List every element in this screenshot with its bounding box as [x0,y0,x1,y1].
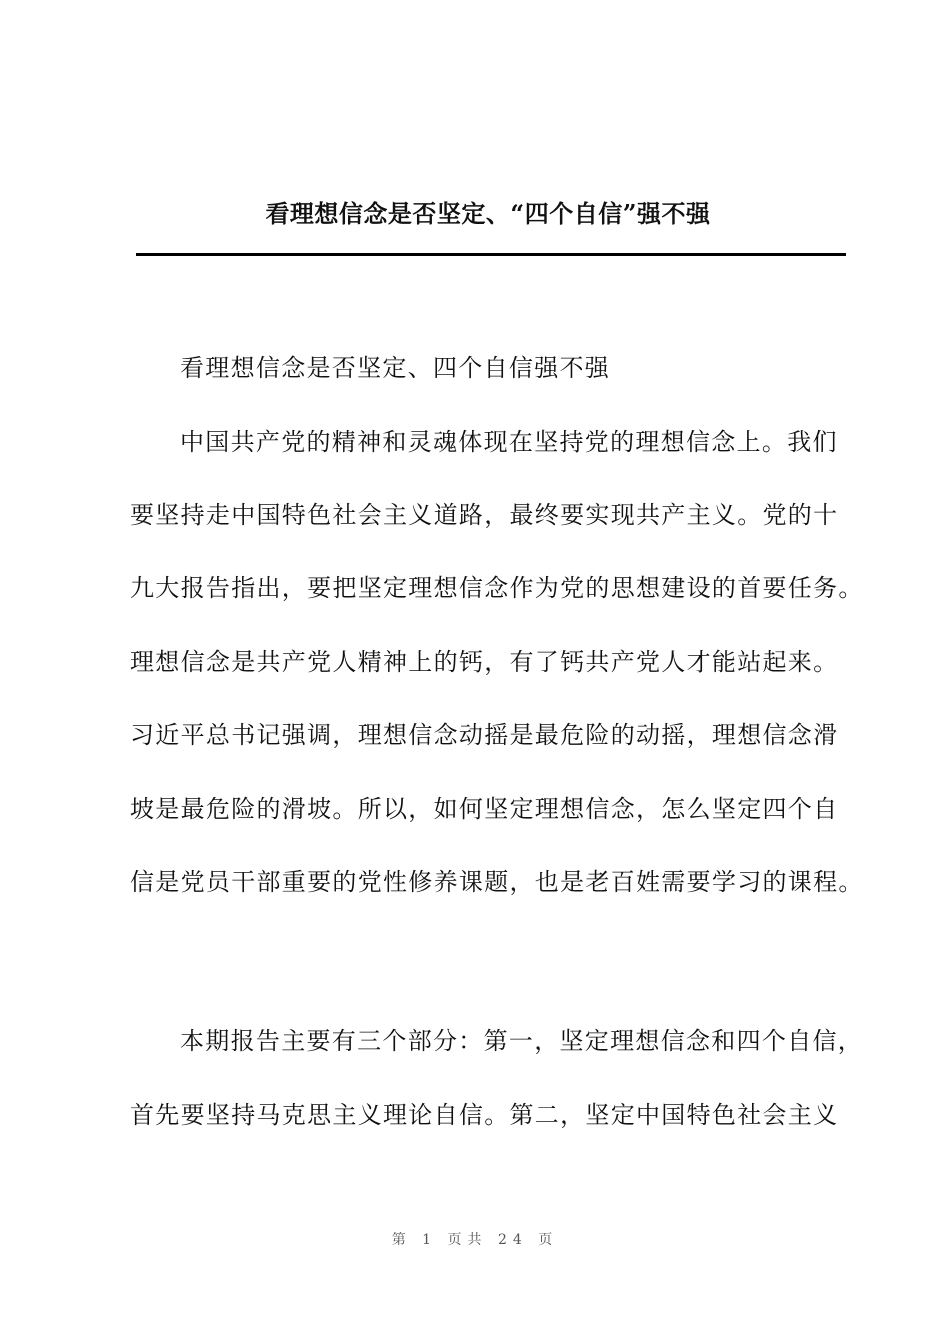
title-underline [136,253,846,256]
paragraph-line: 信是党员干部重要的党性修养课题，也是老百姓需要学习的课程。 [130,868,864,896]
paragraph-line: 习近平总书记强调，理想信念动摇是最危险的动摇，理想信念滑 [130,721,839,749]
paragraph-line: 本期报告主要有三个部分：第一，坚定理想信念和四个自信， [180,1027,864,1055]
paragraph-line: 要坚持走中国特色社会主义道路，最终要实现共产主义。党的十 [130,501,839,529]
section-heading: 看理想信念是否坚定、四个自信强不强 [180,354,611,382]
paragraph-line: 九大报告指出，要把坚定理想信念作为党的思想建设的首要任务。 [130,574,864,602]
paragraph-line: 坡是最危险的滑坡。所以，如何坚定理想信念，怎么坚定四个自 [130,795,839,823]
document-title: 看理想信念是否坚定、“四个自信”强不强 [265,199,711,228]
paragraph-line: 中国共产党的精神和灵魂体现在坚持党的理想信念上。我们 [180,428,838,456]
page-number-footer: 第 1 页共 24 页 [391,1232,559,1248]
paragraph-line: 首先要坚持马克思主义理论自信。第二，坚定中国特色社会主义 [130,1101,839,1129]
paragraph-line: 理想信念是共产党人精神上的钙，有了钙共产党人才能站起来。 [130,648,839,676]
